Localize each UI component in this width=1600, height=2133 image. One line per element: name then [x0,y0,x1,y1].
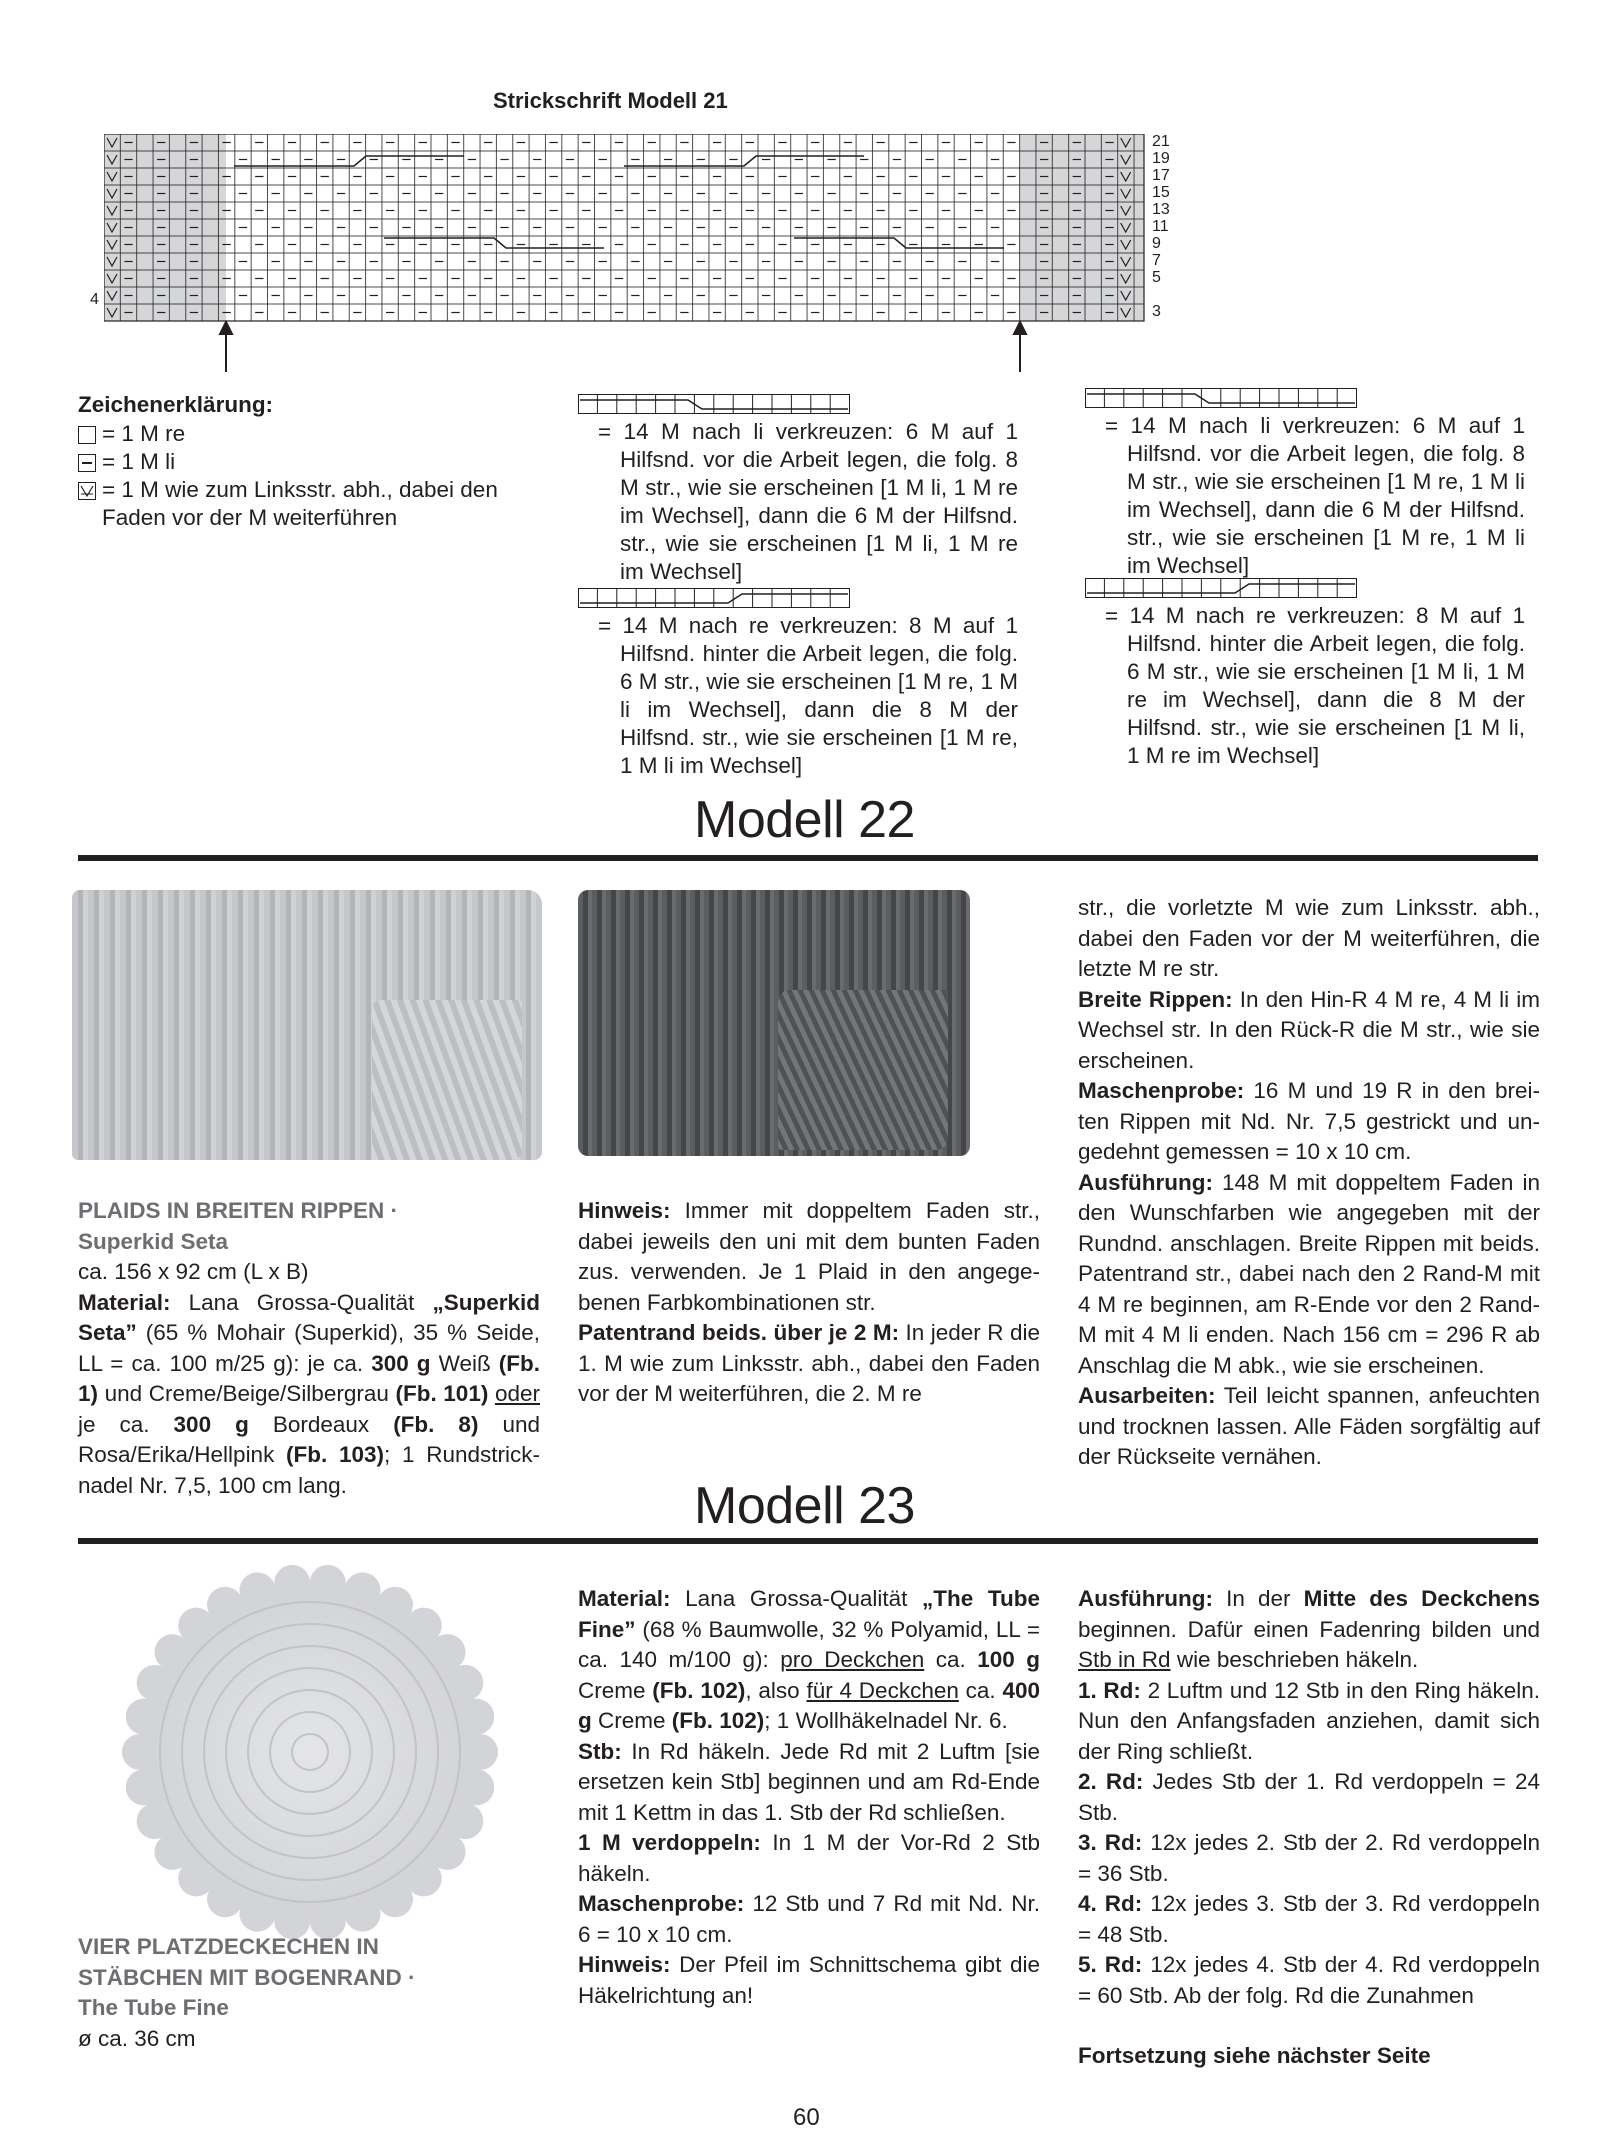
model22-col3 [1078,893,1540,1473]
model22-col2 [578,1196,1040,1410]
row-number: 17 [1152,167,1170,184]
row-number: 19 [1152,150,1170,167]
row-number: 11 [1152,218,1169,235]
row-number: 21 [1152,133,1170,150]
slip-icon [78,482,96,500]
legend-item-text: = 1 M re [102,421,186,446]
chart-start-stitch: 4 [90,291,99,308]
cable-right-2 [1085,578,1525,770]
cable-left-cross-icon [578,394,850,414]
model23-intro [78,1932,540,2054]
model22-rippen: Breite Rippen: In den Hin-R 4 M re, 4 M li im Wechsel str. In den Rück-R die M str., wie sie erscheinen. [1078,986,1541,1073]
model22-yarn-name: Superkid Seta [78,1228,229,1254]
model23-verdoppeln: 1 M verdoppeln: In 1 M der Vor-Rd 2 Stb häkeln. [578,1830,1040,1886]
legend-heading: Zeichenerklärung: [78,392,274,417]
cable-right-cross-icon [578,588,850,608]
legend-item [78,420,518,448]
model23-size: ø ca. 36 cm [78,2025,196,2051]
model22-intro [78,1196,540,1501]
cable-right-1-text: = 14 M nach li verkreuzen: 6 M auf 1 Hilfsnd. vor die Arbeit legen, die folg. 8 M str., wie sie erscheinen [1 M re, 1 M li im Wechsel], dann die 6 M der Hilfsnd. str., wie sie erscheinen [1 M re, 1 M li im Wechsel] [1105,413,1525,578]
knitting-chart [104,134,1174,374]
model23-round-2: 2. Rd: Jedes Stb der 1. Rd verdoppeln = 24 Stb. [1078,1769,1540,1825]
model23-material: Material: Lana Grossa-Qualität „The Tube Fine” (68 % Baumwolle, 32 % Polyamid, LL = ca. 140 m/100 g): pro Deckchen ca. 100 g Creme (Fb. 102), also für 4 Deckchen ca. 400 g Creme (Fb. 102); 1 Wollhäkelnadel Nr. 6. [578,1586,1041,1733]
model22-ausfuehrung: Ausführung: 148 M mit doppeltem Faden in den Wunschfarben wie angegeben mit der Rundnd. anschlagen. Breite Rippen mit beids. Patentrand str., dabei nach den 2 Rand-M mit 4 M re beginnen, am R-Ende vor den 2 Rand-M mit 4 M li enden. Nach 156 cm = 296 R ab Anschlag die M abk., wie sie erscheinen. [1078,1169,1540,1378]
model23-col3 [1078,1584,1540,2072]
model23-rule [78,1538,1538,1544]
chart-row-numbers [1152,134,1192,321]
purl-icon [78,454,96,472]
legend-item [78,476,518,532]
model23-ausfuehrung: Ausführung: In der Mitte des Deckchens beginnen. Dafür einen Fadenring bilden und Stb in Rd wie beschrieben häkeln. [1078,1586,1540,1672]
model22-maschenprobe: Maschenprobe: 16 M und 19 R in den breiten Rippen mit Nd. Nr. 7,5 gestrickt und ungedehnt gemessen = 10 x 10 cm. [1078,1078,1540,1164]
model22-product-title: PLAIDS IN BREITEN RIPPEN · [78,1198,399,1223]
model23-round-4: 4. Rd: 12x jedes 3. Stb der 3. Rd verdoppeln = 48 Stb. [1078,1891,1540,1947]
legend [78,390,518,532]
cable-right-2-text: = 14 M nach re verkreuzen: 8 M auf 1 Hilfsnd. hinter die Arbeit legen, die folg. 6 M str., wie sie erscheinen [1 M li, 1 M re im Wechsel], dann die 8 M der Hilfsnd. str., wie sie erscheinen [1 M li, 1 M re im Wechsel] [1105,603,1525,768]
placemat-photo [120,1562,500,1942]
model23-round-1: 1. Rd: 2 Luftm und 12 Stb in den Ring häkeln. Nun den Anfangsfaden anziehen, damit sich der Ring schließt. [1078,1677,1540,1764]
cable-left-2-text: = 14 M nach re verkreuzen: 8 M auf 1 Hilfsnd. hinter die Arbeit legen, die folg. 6 M str., wie sie erscheinen [1 M re, 1 M li im Wechsel], dann die 8 M der Hilfsnd. str., wie sie erscheinen [1 M re, 1 M li im Wechsel] [598,613,1018,778]
model23-hinweis: Hinweis: Der Pfeil im Schnittschema gibt die Häkelrichtung an! [578,1952,1040,2008]
model22-rule [78,855,1538,861]
row-number: 15 [1152,184,1170,201]
model23-stb: Stb: In Rd häkeln. Jede Rd mit 2 Luftm [sie ersetzen kein Stb] beginnen und am Rd-Ende mit 1 Kettm in das 1. Stb der Rd schließen. [578,1738,1040,1825]
cable-right-1 [1085,388,1525,580]
chart-title: Strickschrift Modell 21 [493,88,728,113]
plaid-dark-photo [578,890,970,1156]
legend-item-text: = 1 M li [102,449,176,474]
model22-ausarbeiten: Ausarbeiten: Teil leicht spannen, anfeuchten und trocknen lassen. Alle Fäden sorgfältig auf der Rückseite vernähen. [1078,1383,1540,1469]
cable-right-cross-icon [1085,578,1357,598]
model23-title: Modell 23 [694,1477,915,1535]
model23-round-3: 3. Rd: 12x jedes 2. Stb der 2. Rd verdoppeln = 36 Stb. [1078,1830,1540,1886]
row-number: 5 [1152,269,1161,286]
model23-product-title-2: STÄBCHEN MIT BOGENRAND · [78,1964,416,1990]
model22-patentrand: Patentrand beids. über je 2 M: In jeder R die 1. M wie zum Linksstr. abh., dabei den Faden vor der M weiterführen, die 2. M re [578,1320,1040,1406]
row-number: 7 [1152,252,1161,269]
model23-round-5: 5. Rd: 12x jedes 4. Stb der 4. Rd verdoppeln = 60 Stb. Ab der folg. Rd die Zunahmen [1078,1952,1540,2008]
model22-size: ca. 156 x 92 cm (L x B) [78,1259,309,1284]
model23-product-title-1: VIER PLATZDECKECHEN IN [78,1934,379,1959]
row-number: 3 [1152,303,1161,320]
model23-continued: Fortsetzung siehe nächster Seite [1078,2043,1431,2068]
knit-icon [78,426,96,444]
cable-left-2 [578,588,1018,780]
model22-title: Modell 22 [694,791,915,849]
cable-left-1-text: = 14 M nach li verkreuzen: 6 M auf 1 Hilfsnd. vor die Arbeit legen, die folg. 8 M str., wie sie erscheinen [1 M li, 1 M re im Wechsel], dann die 6 M der Hilfsnd. str., wie sie erscheinen [1 M li, 1 M re im Wechsel] [598,419,1018,584]
row-number: 9 [1152,235,1161,252]
model23-col2 [578,1584,1040,2011]
model22-patentrand-continued: str., die vorletzte M wie zum Linksstr. abh., dabei den Faden vor der M weiterführen, die letzte M re str. [1078,895,1540,981]
page-number: 60 [793,2104,820,2131]
cable-left-1 [578,394,1018,586]
legend-item-text: = 1 M wie zum Linksstr. abh., dabei den Faden vor der M weiterführen [102,477,498,530]
model23-maschenprobe: Maschenprobe: 12 Stb und 7 Rd mit Nd. Nr. 6 = 10 x 10 cm. [578,1891,1040,1947]
row-number: 13 [1152,201,1170,218]
legend-item [78,448,518,476]
model22-hinweis: Hinweis: Immer mit doppeltem Faden str., dabei jeweils den uni mit dem bunten Faden zus. verwenden. Je 1 Plaid in den angegebenen Farbkombinationen str. [578,1198,1040,1315]
cable-left-cross-icon [1085,388,1357,408]
plaid-light-photo [72,890,542,1160]
model23-yarn-name: The Tube Fine [78,1995,229,2020]
model22-material: Material: Lana Grossa-Qualität „Superkid Seta” (65 % Mohair (Superkid), 35 % Seide, LL = ca. 100 m/25 g): je ca. 300 g Weiß (Fb. 1) und Creme/Beige/Silbergrau (Fb. 101) oder je ca. 300 g Bordeaux (Fb. 8) und Rosa/Erika/Hellpink (Fb. 103); 1 Rundstricknadel Nr. 7,5, 100 cm lang. [78,1289,541,1498]
